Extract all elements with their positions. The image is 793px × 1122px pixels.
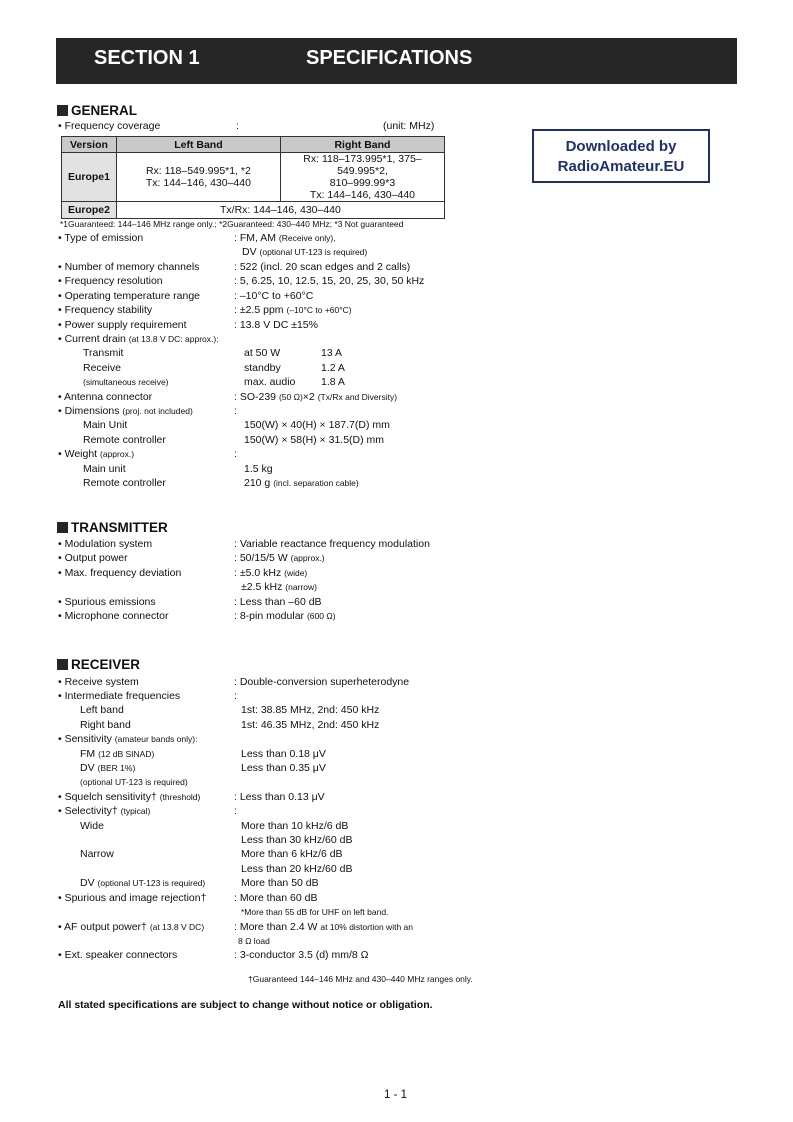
if-left-band: Left band 1st: 38.85 MHz, 2nd: 450 kHz: [80, 704, 380, 716]
table-row: [62, 202, 445, 219]
transmitter-heading: TRANSMITTER: [57, 520, 168, 536]
spec-memory-channels: • Number of memory channels : 522 (incl. 20 scan edges and 2 calls): [58, 261, 411, 273]
heading-square-icon: [57, 522, 68, 533]
dims-remote-controller: Remote controller 150(W) × 58(H) × 31.5(D) mm: [83, 434, 385, 446]
general-heading: GENERAL: [57, 103, 137, 119]
stamp-line-2: RadioAmateur.EU: [557, 158, 685, 175]
dims-main-unit: Main Unit 150(W) × 40(H) × 187.7(D) mm: [83, 419, 390, 431]
selectivity-wide: Wide More than 10 kHz/6 dB: [80, 820, 349, 832]
spec-af-output-power: • AF output power† (at 13.8 V DC) : More than 2.4 W at 10% distortion with an: [58, 921, 413, 933]
heading-square-icon: [57, 659, 68, 670]
drain-row-simultaneous: (simultaneous receive) max. audio 1.8 A: [83, 376, 345, 388]
drain-row-receive: Receive standby 1.2 A: [83, 362, 345, 374]
spec-ext-speaker: • Ext. speaker connectors : 3-conductor 3.5 (d) mm/8 Ω: [58, 949, 369, 961]
section-title: SPECIFICATIONS: [306, 47, 473, 69]
table-header-left-band: Left Band: [116, 137, 280, 153]
spec-spurious-emissions: • Spurious emissions : Less than –60 dB: [58, 596, 322, 608]
spec-current-drain: • Current drain (at 13.8 V DC: approx.):: [58, 333, 219, 345]
sensitivity-note: (optional UT-123 is required): [80, 777, 188, 787]
table-row: [62, 153, 445, 202]
table-cell-left-band: Rx: 118–549.995*1, *2 Tx: 144–146, 430–440: [116, 153, 280, 202]
if-right-band: Right band 1st: 46.35 MHz, 2nd: 450 kHz: [80, 719, 380, 731]
table-header-version: Version: [62, 137, 117, 153]
spec-frequency-resolution: • Frequency resolution : 5, 6.25, 10, 12.5, 15, 20, 25, 30, 50 kHz: [58, 275, 425, 287]
table-cell-right-band: Rx: 118–173.995*1, 375–549.995*2, 810–999.99*3 Tx: 144–146, 430–440: [280, 153, 444, 202]
spec-emission-dv: DV (optional UT-123 is required): [242, 246, 368, 258]
af-output-note: 8 Ω load: [238, 936, 270, 946]
spec-power-supply: • Power supply requirement : 13.8 V DC ±15%: [58, 319, 318, 331]
spec-temperature-range: • Operating temperature range : –10°C to +60°C: [58, 290, 314, 302]
drain-row-transmit: Transmit at 50 W 13 A: [83, 347, 343, 359]
selectivity-narrow: Narrow More than 6 kHz/6 dB: [80, 848, 343, 860]
receiver-footnote: †Guaranteed 144–146 MHz and 430–440 MHz ranges only.: [248, 974, 473, 984]
spec-frequency-stability: • Frequency stability : ±2.5 ppm (–10°C to +60°C): [58, 304, 352, 316]
table-header-row: [62, 137, 445, 153]
spec-selectivity: • Selectivity† (typical) :: [58, 805, 237, 817]
download-stamp: [532, 129, 710, 183]
spec-intermediate-frequencies: • Intermediate frequencies :: [58, 690, 237, 702]
sensitivity-fm: FM (12 dB SINAD) Less than 0.18 μV: [80, 748, 326, 760]
table-header-right-band: Right Band: [280, 137, 444, 153]
selectivity-dv: DV (optional UT-123 is required) More than 50 dB: [80, 877, 319, 889]
spec-spurious-rejection: • Spurious and image rejection† : More than 60 dB: [58, 892, 318, 904]
section-number: SECTION 1: [94, 47, 200, 69]
sensitivity-dv: DV (BER 1%) Less than 0.35 μV: [80, 762, 326, 774]
spec-microphone-connector: • Microphone connector : 8-pin modular (600 Ω): [58, 610, 336, 622]
heading-square-icon: [57, 105, 68, 116]
table-cell-both-bands: Tx/Rx: 144–146, 430–440: [116, 202, 444, 219]
weight-main-unit: Main unit 1.5 kg: [83, 463, 273, 475]
spec-dimensions: • Dimensions (proj. not included) :: [58, 405, 237, 417]
receiver-heading: RECEIVER: [57, 657, 140, 673]
spurious-rejection-note: *More than 55 dB for UHF on left band.: [241, 907, 389, 917]
spec-frequency-coverage: • Frequency coverage : (unit: MHz): [58, 120, 435, 132]
spec-squelch-sensitivity: • Squelch sensitivity† (threshold) : Less than 0.13 μV: [58, 791, 325, 803]
spec-modulation-system: • Modulation system : Variable reactance frequency modulation: [58, 538, 430, 550]
frequency-coverage-table: [61, 136, 445, 219]
table-footnote: *1Guaranteed: 144–146 MHz range only.; *2Guaranteed: 430–440 MHz; *3 Not guaranteed: [60, 219, 404, 229]
selectivity-wide-2: Less than 30 kHz/60 dB: [241, 834, 353, 846]
table-cell-version: Europe2: [62, 202, 117, 219]
spec-receive-system: • Receive system : Double-conversion superheterodyne: [58, 676, 410, 688]
table-cell-version: Europe1: [62, 153, 117, 202]
weight-remote-controller: Remote controller 210 g (incl. separation cable): [83, 477, 359, 489]
page-number: 1 - 1: [384, 1089, 408, 1101]
disclaimer: All stated specifications are subject to change without notice or obligation.: [58, 999, 433, 1011]
spec-output-power: • Output power : 50/15/5 W (approx.): [58, 552, 325, 564]
spec-weight: • Weight (approx.) :: [58, 448, 237, 460]
stamp-line-1: Downloaded by: [565, 138, 677, 155]
spec-sensitivity: • Sensitivity (amateur bands only):: [58, 733, 198, 745]
spec-deviation-narrow: ±2.5 kHz (narrow): [241, 581, 317, 593]
spec-max-deviation: • Max. frequency deviation : ±5.0 kHz (wide): [58, 567, 308, 579]
selectivity-narrow-2: Less than 20 kHz/60 dB: [241, 863, 353, 875]
spec-emission: • Type of emission : FM, AM (Receive only),: [58, 232, 336, 244]
spec-antenna-connector: • Antenna connector : SO-239 (50 Ω)×2 (Tx/Rx and Diversity): [58, 391, 398, 403]
